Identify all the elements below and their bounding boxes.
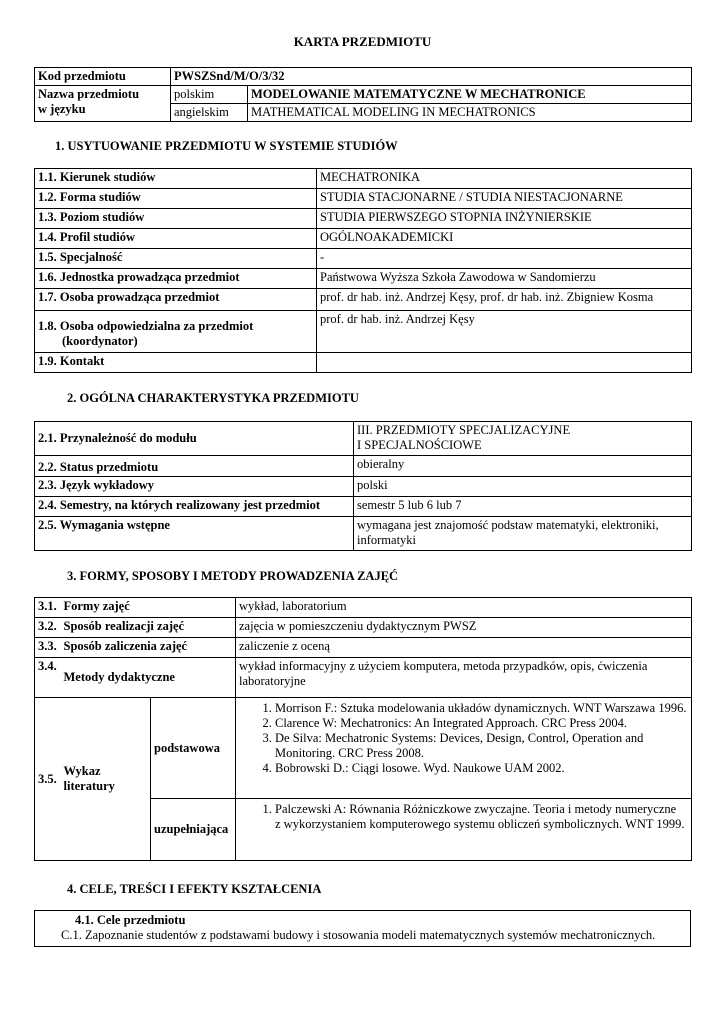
s1-row-label: 1.5. Specjalność [35, 249, 317, 269]
s3-basic-item: 3. De Silva: Mechatronic Systems: Devices, Design, Control, Operation and Monitoring. CRC Press 2008. [275, 731, 688, 761]
s3-basic-item: 4. Bobrowski D.: Ciągi losowe. Wyd. Naukowe UAM 2002. [275, 761, 688, 776]
s1-row-value: prof. dr hab. inż. Andrzej Kęsy, prof. dr hab. inż. Zbigniew Kosma [317, 289, 692, 311]
s3-methods-label: Metody dydaktyczne [61, 658, 236, 698]
s3-r1-num: 3.1. [35, 598, 61, 618]
section2-title: 2. OGÓLNA CHARAKTERYSTYKA PRZEDMIOTU [67, 391, 359, 405]
english-name-value: MATHEMATICAL MODELING IN MECHATRONICS [248, 104, 692, 122]
section3-title: 3. FORMY, SPOSOBY I METODY PROWADZENIA ZAJĘĆ [67, 569, 399, 583]
s3-methods-value: wykład informacyjny z użyciem komputera, metoda przypadków, opis, ćwiczenia laboratoryjne [236, 658, 692, 698]
document-title: KARTA PRZEDMIOTU [293, 34, 432, 49]
course-name-label-line2: w języku [38, 102, 86, 116]
s1-coordinator-label-line1: 1.8. Osoba odpowiedzialna za przedmiot [38, 319, 254, 333]
s1-row-value: Państwowa Wyższa Szkoła Zawodowa w Sandomierzu [317, 269, 692, 289]
course-name-label [35, 86, 171, 122]
s3-literature-label-line1: Wykaz [63, 764, 101, 778]
s3-r3-num: 3.3. [35, 638, 61, 658]
course-code-value: PWSZSnd/M/O/3/32 [171, 68, 692, 86]
s3-r2-num: 3.2. [35, 618, 61, 638]
polish-label: polskim [171, 86, 248, 104]
s1-coordinator-value: prof. dr hab. inż. Andrzej Kęsy [317, 311, 692, 353]
s3-assessment-label: Sposób zaliczenia zajęć [61, 638, 236, 658]
english-label: angielskim [171, 104, 248, 122]
polish-name-value: MODELOWANIE MATEMATYCZNE W MECHATRONICE [248, 86, 692, 104]
s1-coordinator-label-line2: (koordynator) [62, 334, 138, 348]
s3-literature-label-line2: literatury [63, 779, 115, 793]
s1-contact-value [317, 353, 692, 373]
s1-row-value: OGÓLNOAKADEMICKI [317, 229, 692, 249]
s3-basic-item: 1. Morrison F.: Sztuka modelowania układów dynamicznych. WNT Warszawa 1996. [275, 701, 688, 716]
s3-supp-item [275, 802, 688, 832]
s2-module-value-line1: III. PRZEDMIOTY SPECJALIZACYJNE [357, 423, 571, 437]
s2-module-label: 2.1. Przynależność do modułu [35, 422, 354, 456]
s2-language-value: polski [354, 477, 692, 497]
s1-row-label: 1.6. Jednostka prowadząca przedmiot [35, 269, 317, 289]
s1-row-label: 1.3. Poziom studiów [35, 209, 317, 229]
s1-row-label: 1.2. Forma studiów [35, 189, 317, 209]
s3-forms-label: Formy zajęć [61, 598, 236, 618]
s2-semesters-label: 2.4. Semestry, na których realizowany jest przedmiot [35, 497, 354, 517]
section4-title: 4. CELE, TREŚCI I EFEKTY KSZTAŁCENIA [67, 882, 322, 896]
s1-row-value: - [317, 249, 692, 269]
s3-supplementary-label: uzupełniająca [151, 799, 236, 861]
section3-table [34, 597, 692, 861]
s3-supp-item-line2: z wykorzystaniem komputerowego systemu obliczeń symbolicznych. WNT 1999. [275, 817, 685, 831]
section4-table [34, 910, 691, 947]
s4-goals-title: 4.1. Cele przedmiotu [75, 913, 186, 927]
course-name-label-line1: Nazwa przedmiotu [38, 87, 140, 101]
s1-contact-label: 1.9. Kontakt [35, 353, 317, 373]
s4-goal-c1: C.1. Zapoznanie studentów z podstawami budowy i stosowania modeli matematycznych systemów mechatronicznych. [61, 928, 656, 942]
s3-supp-item-line1: 1. Palczewski A: Równania Różniczkowe zwyczajne. Teoria i metody numeryczne [275, 802, 677, 816]
s3-assessment-value: zaliczenie z oceną [236, 638, 692, 658]
s1-row-label: 1.4. Profil studiów [35, 229, 317, 249]
s2-requirements-label: 2.5. Wymagania wstępne [35, 517, 354, 551]
s3-r5-num: 3.5. [35, 698, 61, 861]
s2-language-label: 2.3. Język wykładowy [35, 477, 354, 497]
s3-realization-value: zajęcia w pomieszczeniu dydaktycznym PWSZ [236, 618, 692, 638]
section1-title: 1. USYTUOWANIE PRZEDMIOTU W SYSTEMIE STUDIÓW [55, 139, 398, 153]
s3-basic-label: podstawowa [151, 698, 236, 799]
s4-goals-cell [35, 911, 691, 947]
s1-row-value: MECHATRONIKA [317, 169, 692, 189]
s3-basic-item: 2. Clarence W: Mechatronics: An Integrated Approach. CRC Press 2004. [275, 716, 688, 731]
s3-literature-label [61, 698, 151, 861]
s2-status-value: obieralny [354, 456, 692, 477]
course-code-label: Kod przedmiotu [35, 68, 171, 86]
s3-supplementary-literature [236, 799, 692, 861]
s2-requirements-value: wymagana jest znajomość podstaw matematyki, elektroniki, informatyki [354, 517, 692, 551]
s1-row-value: STUDIA PIERWSZEGO STOPNIA INŻYNIERSKIE [317, 209, 692, 229]
s1-row-label: 1.1. Kierunek studiów [35, 169, 317, 189]
s2-status-label: 2.2. Status przedmiotu [35, 456, 354, 477]
section2-table [34, 421, 692, 551]
s2-module-value-line2: I SPECJALNOŚCIOWE [357, 438, 482, 452]
s3-realization-label: Sposób realizacji zajęć [61, 618, 236, 638]
section1-table [34, 168, 692, 373]
s3-r4-num: 3.4. [35, 658, 61, 698]
s1-row-label: 1.7. Osoba prowadząca przedmiot [35, 289, 317, 311]
s3-forms-value: wykład, laboratorium [236, 598, 692, 618]
s1-row-value: STUDIA STACJONARNE / STUDIA NIESTACJONARNE [317, 189, 692, 209]
s1-coordinator-label [35, 311, 317, 353]
s2-module-value [354, 422, 692, 456]
course-header-table [34, 67, 692, 122]
s3-basic-literature [236, 698, 692, 799]
s2-semesters-value: semestr 5 lub 6 lub 7 [354, 497, 692, 517]
